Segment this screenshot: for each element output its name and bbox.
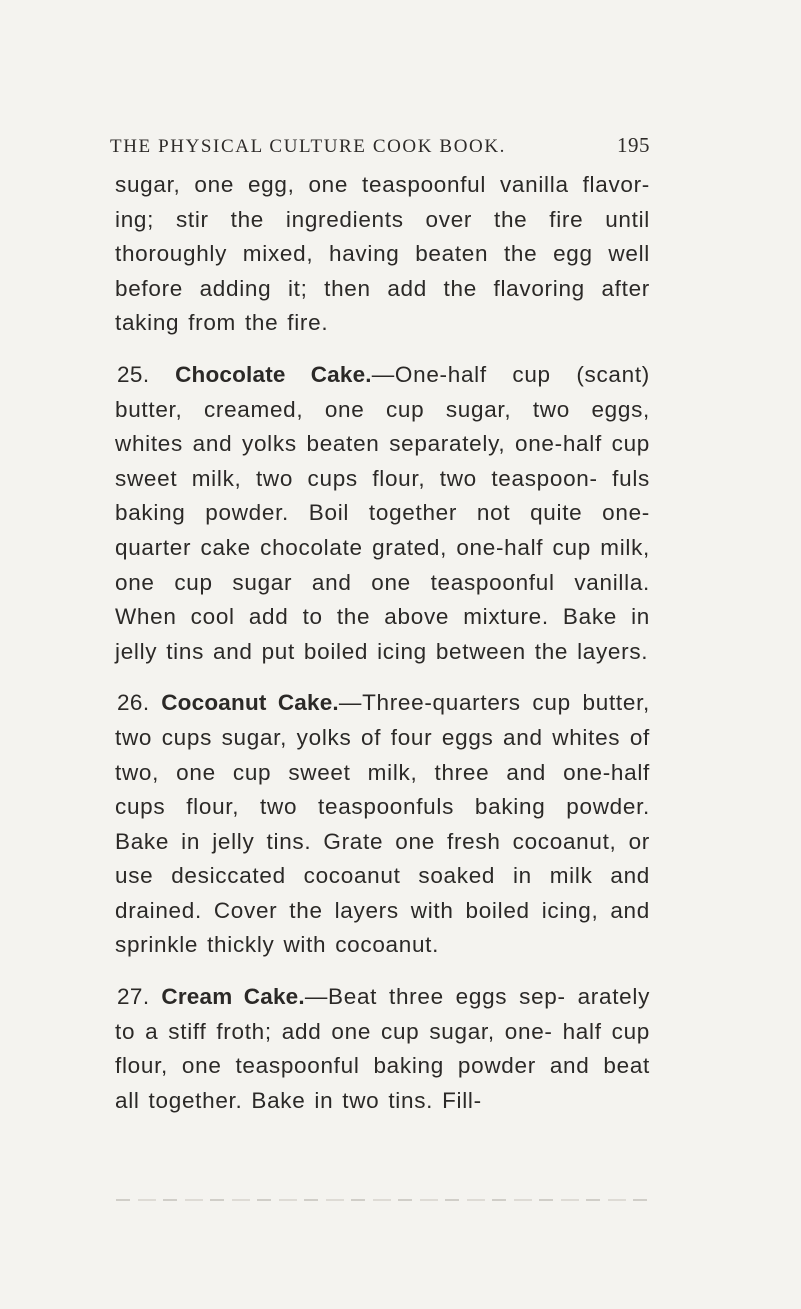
book-title: THE PHYSICAL CULTURE COOK BOOK. bbox=[110, 136, 507, 157]
cut-off-line-fragment bbox=[116, 1199, 651, 1201]
recipe-25-heading: Chocolate Cake. bbox=[175, 361, 372, 387]
recipe-25-text: —One-half cup (scant) butter, creamed, one cup sugar, two eggs, whites and yolks beaten separately, one-half cup sweet milk, two cups flour, two teaspoon- fuls baking powder. Boil together not quite one-quarter cake chocolate grated, one-half cup milk, one cup sugar and one teaspoonful vanilla. When cool add to the above mixture. Bake in jelly tins and put boiled icing between the layers. bbox=[115, 361, 651, 664]
running-head bbox=[110, 133, 650, 158]
recipe-26-heading: Cocoanut Cake. bbox=[161, 690, 339, 716]
recipe-27-heading: Cream Cake. bbox=[161, 984, 305, 1010]
recipe-26-paragraph bbox=[115, 686, 650, 963]
continuation-paragraph: sugar, one egg, one teaspoonful vanilla flavor- ing; stir the ingredients over the fire until thoroughly mixed, having beaten the egg well before adding it; then add the flavoring after taking from the fire. bbox=[115, 172, 650, 336]
recipe-25-paragraph bbox=[115, 358, 650, 669]
recipe-27-text: —Beat three eggs sep- arately to a stiff froth; add one cup sugar, one- half cup flour, one teaspoonful baking powder and beat all together. Bake in two tins. Fill- bbox=[115, 984, 651, 1113]
recipe-25-number: 25. bbox=[117, 361, 150, 387]
page-number: 195 bbox=[617, 133, 650, 157]
recipe-27-paragraph bbox=[115, 980, 650, 1118]
recipe-26-number: 26. bbox=[117, 690, 150, 716]
page-body bbox=[115, 168, 650, 1135]
recipe-26-text: —Three-quarters cup butter, two cups sugar, yolks of four eggs and whites of two, one cup sweet milk, three and one-half cups flour, two teaspoonfuls baking powder. Bake in jelly tins. Grate one fresh cocoanut, or use desiccated cocoanut soaked in milk and drained. Cover the layers with boiled icing, and sprinkle thickly with cocoanut. bbox=[115, 690, 650, 958]
recipe-27-number: 27. bbox=[117, 984, 150, 1010]
